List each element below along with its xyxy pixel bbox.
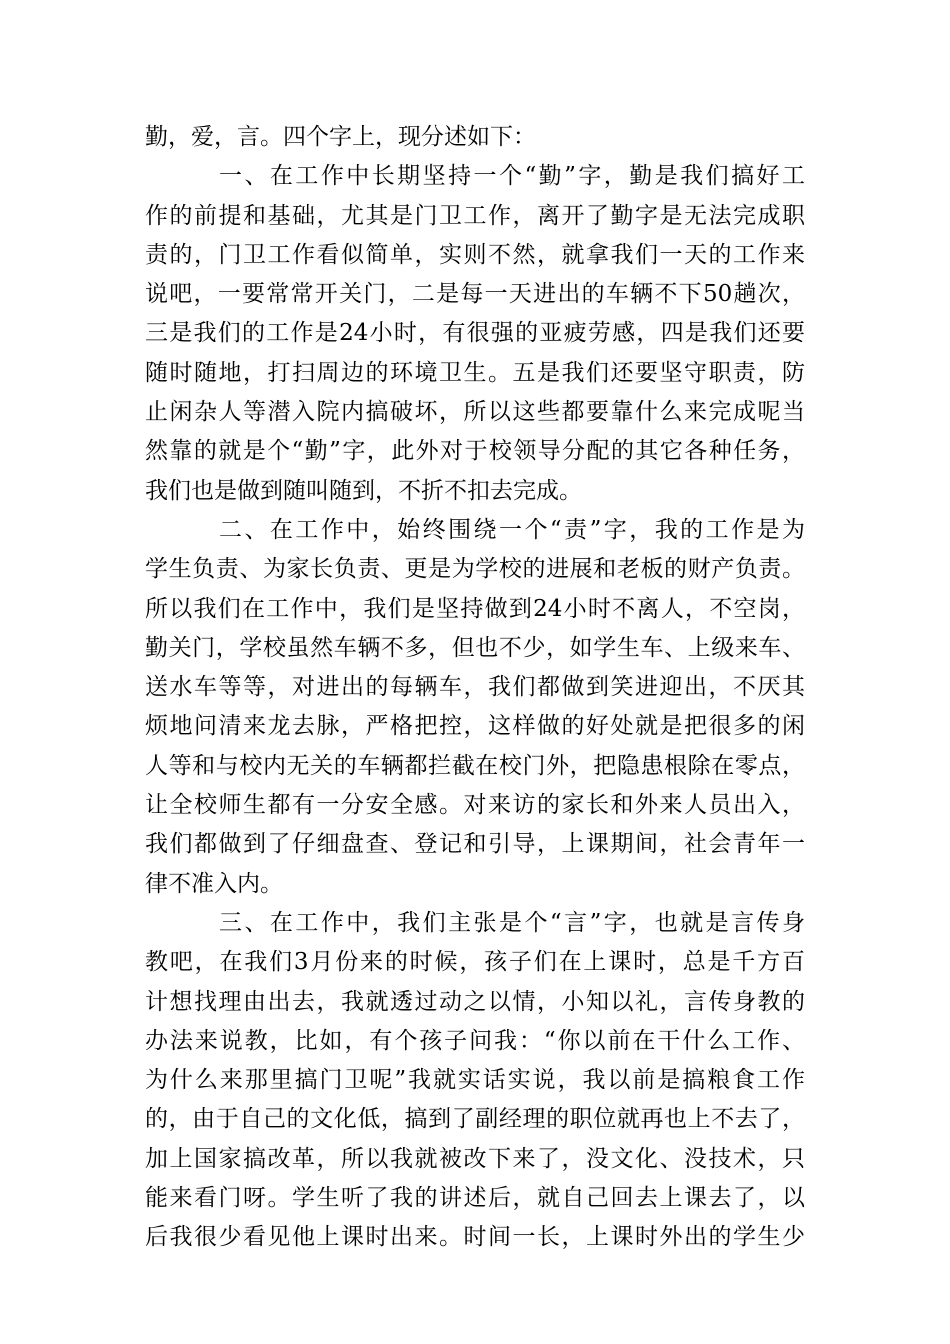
text-line: 学生负责、为家长负责、更是为学校的进展和老板的财产负责。 [145, 556, 805, 583]
text-line: 后我很少看见他上课时出来。时间一长，上课时外出的学生少 [145, 1224, 805, 1251]
text-line: 的，由于自己的文化低，搞到了副经理的职位就再也上不去了， [145, 1106, 805, 1133]
text-line: 勤关门，学校虽然车辆不多，但也不少，如学生车、上级来车、 [145, 634, 805, 661]
paragraph-last-line: 律不准入内。 [145, 870, 283, 897]
text-line: 三是我们的工作是24小时，有很强的亚疲劳感，四是我们还要 [145, 320, 805, 347]
text-line: 所以我们在工作中，我们是坚持做到24小时不离人，不空岗， [145, 595, 805, 622]
text-line: 然靠的就是个“勤”字，此外对于校领导分配的其它各种任务， [145, 438, 805, 465]
text-line: 作的前提和基础，尤其是门卫工作，离开了勤字是无法完成职 [145, 202, 805, 229]
text-line: 为什么来那里搞门卫呢”我就实话实说，我以前是搞粮食工作 [145, 1067, 805, 1094]
paragraph-last-line: 我们也是做到随叫随到，不折不扣去完成。 [145, 477, 582, 504]
text-line: 送水车等等，对进出的每辆车，我们都做到笑进迎出，不厌其 [145, 674, 805, 701]
paragraph-first-line: 一、在工作中长期坚持一个“勤”字，勤是我们搞好工 [219, 163, 805, 190]
text-line: 我们都做到了仔细盘查、登记和引导，上课期间，社会青年一 [145, 831, 805, 858]
text-line: 计想找理由出去，我就透过动之以情，小知以礼，言传身教的 [145, 988, 805, 1015]
text-line: 让全校师生都有一分安全感。对来访的家长和外来人员出入， [145, 792, 805, 819]
paragraph-first-line: 二、在工作中，始终围绕一个“责”字，我的工作是为 [219, 516, 805, 543]
paragraph-first-line: 三、在工作中，我们主张是个“言”字，也就是言传身 [219, 909, 805, 936]
text-line: 能来看门呀。学生听了我的讲述后，就自己回去上课去了，以 [145, 1185, 805, 1212]
text-line: 止闲杂人等潜入院内搞破坏，所以这些都要靠什么来完成呢当 [145, 399, 805, 426]
document-body [145, 118, 805, 1258]
text-line: 烦地问清来龙去脉，严格把控，这样做的好处就是把很多的闲 [145, 713, 805, 740]
text-line: 人等和与校内无关的车辆都拦截在校门外，把隐患根除在零点， [145, 752, 805, 779]
text-line: 办法来说教，比如，有个孩子问我：“你以前在干什么工作、 [145, 1027, 805, 1054]
text-line: 教吧，在我们3月份来的时候，孩子们在上课时，总是千方百 [145, 949, 805, 976]
text-line: 勤，爱，言。四个字上，现分述如下： [145, 124, 536, 150]
text-line: 加上国家搞改革，所以我就被改下来了，没文化、没技术，只 [145, 1145, 805, 1172]
text-line: 责的，门卫工作看似简单，实则不然，就拿我们一天的工作来 [145, 241, 805, 268]
text-line: 说吧，一要常常开关门，二是每一天进出的车辆不下50趟次， [145, 281, 805, 308]
text-line: 随时随地，打扫周边的环境卫生。五是我们还要坚守职责，防 [145, 359, 805, 386]
